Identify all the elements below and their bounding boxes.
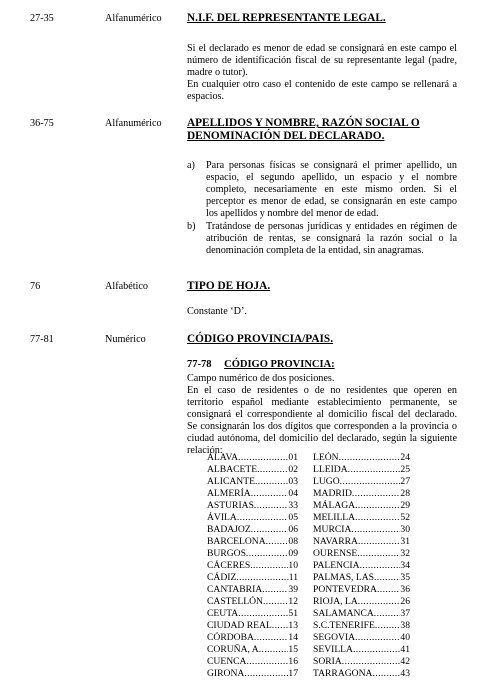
province-row — [313, 584, 410, 596]
leader-dots — [246, 548, 288, 560]
field-type: Alfanumérico — [105, 118, 162, 129]
leader-dots — [358, 536, 400, 548]
list-marker: b) — [187, 221, 196, 232]
province-name: ASTURIAS — [207, 500, 254, 511]
leader-dots — [263, 596, 288, 608]
leader-dots — [238, 452, 288, 464]
province-row — [207, 632, 298, 644]
province-code: 01 — [288, 452, 298, 463]
province-code: 29 — [400, 500, 410, 511]
province-name: SORIA — [313, 656, 342, 667]
province-row — [313, 668, 410, 680]
province-code: 39 — [288, 584, 298, 595]
province-row — [313, 452, 410, 464]
province-row — [313, 632, 410, 644]
province-name: BARCELONA — [207, 536, 266, 547]
province-name: SEVILLA — [313, 644, 353, 655]
province-code: 14 — [288, 632, 298, 643]
description-paragraph: En cualquier otro caso el contenido de este campo se rellenará a espacios. — [187, 79, 457, 102]
province-name: CANTABRIA — [207, 584, 263, 595]
field-position: 36-75 — [30, 118, 54, 129]
field-title: APELLIDOS Y NOMBRE, RAZÓN SOCIAL O DENOMINACIÓN DEL DECLARADO. — [187, 117, 420, 142]
province-name: CEUTA — [207, 608, 239, 619]
leader-dots — [351, 524, 400, 536]
province-name: ALICANTE — [207, 476, 255, 487]
field-title: N.I.F. DEL REPRESENTANTE LEGAL. — [187, 12, 386, 24]
list-item-text: Tratándose de personas jurídicas y entidades en régimen de atribución de rentas, se consignará la razón social o la denominación completa de la entidad, sin anagramas. — [206, 221, 457, 256]
province-name: PONTEVEDRA — [313, 584, 377, 595]
leader-dots — [372, 668, 400, 680]
province-code: 40 — [400, 632, 410, 643]
subsection-description — [187, 373, 457, 457]
leader-dots — [348, 464, 401, 476]
province-code: 37 — [400, 608, 410, 619]
province-list-right — [313, 452, 410, 680]
province-code: 30 — [400, 524, 410, 535]
subsection-name: CÓDIGO PROVINCIA: — [224, 359, 335, 370]
province-row — [207, 584, 298, 596]
field-position: 27-35 — [30, 13, 54, 24]
province-name: MADRID — [313, 488, 352, 499]
province-row — [313, 656, 410, 668]
leader-dots — [251, 524, 289, 536]
province-name: MÁLAGA — [313, 500, 356, 511]
province-row — [313, 608, 410, 620]
province-name: CÁCERES — [207, 560, 251, 571]
province-code: 51 — [288, 608, 298, 619]
province-name: LLEIDA — [313, 464, 348, 475]
province-row — [313, 536, 410, 548]
description-paragraph: Si el declarado es menor de edad se consignará en este campo el número de identificación fiscal de su representante legal (padre, madre o tutor). — [187, 43, 457, 78]
subsection-code: 77-78 — [187, 359, 212, 370]
leader-dots — [246, 656, 288, 668]
leader-dots — [374, 572, 400, 584]
province-name: TARRAGONA — [313, 668, 373, 679]
province-code: 52 — [400, 512, 410, 523]
subsection-heading — [187, 359, 335, 370]
province-name: BURGOS — [207, 548, 246, 559]
province-code: 26 — [400, 596, 410, 607]
leader-dots — [342, 656, 401, 668]
province-row — [207, 668, 298, 680]
province-name: MURCIA — [313, 524, 352, 535]
description-paragraph: Constante ‘D’. — [187, 306, 247, 317]
field-title: CÓDIGO PROVINCIA/PAIS. — [187, 333, 334, 345]
field-description — [187, 43, 457, 103]
province-code: 24 — [400, 452, 410, 463]
province-name: OURENSE — [313, 548, 358, 559]
province-row — [207, 500, 298, 512]
province-code: 04 — [288, 488, 298, 499]
leader-dots — [257, 464, 288, 476]
province-code: 36 — [400, 584, 410, 595]
province-name: MELILLA — [313, 512, 356, 523]
leader-dots — [353, 644, 400, 656]
province-code: 28 — [400, 488, 410, 499]
province-code: 02 — [288, 464, 298, 475]
province-row — [207, 524, 298, 536]
list-marker: a) — [187, 160, 195, 171]
province-row — [207, 476, 298, 488]
province-code: 31 — [400, 536, 410, 547]
province-name: CÁDIZ — [207, 572, 237, 583]
list-item — [187, 221, 457, 257]
province-code: 11 — [288, 572, 298, 583]
field-description — [187, 306, 457, 318]
leader-dots — [352, 488, 400, 500]
province-row — [313, 476, 410, 488]
province-name: GIRONA — [207, 668, 245, 679]
province-code: 41 — [400, 644, 410, 655]
province-code: 03 — [288, 476, 298, 487]
province-name: NAVARRA — [313, 536, 358, 547]
leader-dots — [360, 560, 401, 572]
leader-dots — [374, 608, 401, 620]
province-name: SALAMANCA — [313, 608, 374, 619]
province-row — [207, 560, 298, 572]
leader-dots — [236, 572, 288, 584]
province-name: ÁLAVA — [207, 452, 239, 463]
province-code: 06 — [288, 524, 298, 535]
leader-dots — [266, 536, 289, 548]
province-code: 32 — [400, 548, 410, 559]
province-name: LEÓN — [313, 452, 339, 463]
province-row — [313, 548, 410, 560]
province-code: 08 — [288, 536, 298, 547]
description-paragraph: Campo numérico de dos posiciones. — [187, 373, 335, 384]
province-name: CORUÑA, A — [207, 644, 259, 655]
province-code: 10 — [288, 560, 298, 571]
leader-dots — [339, 452, 401, 464]
province-code: 35 — [400, 572, 410, 583]
list-item-text: Para personas físicas se consignará el primer apellido, un espacio, el segundo apellido, un espacio y el nombre completo, necesariamente en este mismo orden. Si el perceptor es menor de edad, se consignarán en este campo los apellidos y nombre del menor de edad. — [206, 160, 457, 219]
province-name: SEGOVIA — [313, 632, 356, 643]
list-item — [187, 160, 457, 220]
province-code: 09 — [288, 548, 298, 559]
province-code: 13 — [288, 620, 298, 631]
province-row — [207, 644, 298, 656]
leader-dots — [272, 620, 289, 632]
province-row — [207, 608, 298, 620]
province-name: S.C.TENERIFE — [313, 620, 375, 631]
province-code: 05 — [288, 512, 298, 523]
province-code: 16 — [288, 656, 298, 667]
leader-dots — [250, 560, 288, 572]
field-title: TIPO DE HOJA. — [187, 280, 271, 292]
province-code: 34 — [400, 560, 410, 571]
province-name: CUENCA — [207, 656, 247, 667]
province-row — [207, 464, 298, 476]
province-name: RIOJA, LA — [313, 596, 358, 607]
leader-dots — [254, 632, 288, 644]
province-row — [313, 620, 410, 632]
province-row — [313, 512, 410, 524]
province-code: 43 — [400, 668, 410, 679]
province-name: BADAJOZ — [207, 524, 251, 535]
leader-dots — [355, 512, 400, 524]
province-name: ÁVILA — [207, 512, 237, 523]
leader-dots — [357, 548, 400, 560]
province-row — [207, 536, 298, 548]
province-name: CÓRDOBA — [207, 632, 254, 643]
province-row — [313, 464, 410, 476]
province-name: LUGO — [313, 476, 340, 487]
leader-dots — [238, 608, 288, 620]
province-row — [207, 548, 298, 560]
province-row — [313, 524, 410, 536]
leader-dots — [254, 500, 288, 512]
description-paragraph: En el caso de residentes o de no residentes que operen en territorio español mediante establecimiento permanente, se consignará el correspondiente al domicilio fiscal del declarado. Se consignarán los dos dígitos que corresponden a la provincia o ciudad autónoma, del domicilio del declarado, según la siguiente relación: — [187, 385, 457, 456]
field-description-list — [187, 160, 457, 258]
province-code: 38 — [400, 620, 410, 631]
province-row — [313, 560, 410, 572]
province-code: 15 — [288, 644, 298, 655]
leader-dots — [237, 512, 289, 524]
province-list-left — [207, 452, 298, 680]
province-row — [313, 488, 410, 500]
province-name: PALENCIA — [313, 560, 360, 571]
leader-dots — [355, 632, 400, 644]
province-name: PALMAS, LAS — [313, 572, 374, 583]
leader-dots — [262, 584, 288, 596]
province-row — [207, 596, 298, 608]
leader-dots — [244, 668, 288, 680]
leader-dots — [377, 584, 400, 596]
field-type: Alfanumérico — [105, 13, 162, 24]
leader-dots — [259, 644, 289, 656]
province-row — [207, 572, 298, 584]
leader-dots — [340, 476, 401, 488]
province-row — [207, 488, 298, 500]
province-row — [313, 644, 410, 656]
leader-dots — [375, 620, 401, 632]
province-name: CASTELLÓN — [207, 596, 263, 607]
field-type: Numérico — [105, 334, 146, 345]
province-row — [313, 500, 410, 512]
leader-dots — [251, 488, 289, 500]
province-row — [207, 452, 298, 464]
province-code: 12 — [288, 596, 298, 607]
leader-dots — [358, 596, 401, 608]
leader-dots — [355, 500, 400, 512]
province-name: ALBACETE — [207, 464, 258, 475]
province-code: 33 — [288, 500, 298, 511]
province-name: CIUDAD REAL — [207, 620, 272, 631]
leader-dots — [255, 476, 288, 488]
province-code: 42 — [400, 656, 410, 667]
province-row — [313, 572, 410, 584]
province-name: ALMERÍA — [207, 488, 251, 499]
province-code: 25 — [400, 464, 410, 475]
field-position: 76 — [30, 281, 41, 292]
province-row — [207, 656, 298, 668]
field-position: 77-81 — [30, 334, 54, 345]
province-row — [313, 596, 410, 608]
province-row — [207, 620, 298, 632]
province-code: 27 — [400, 476, 410, 487]
province-code: 17 — [288, 668, 298, 679]
province-row — [207, 512, 298, 524]
field-type: Alfabético — [105, 281, 148, 292]
